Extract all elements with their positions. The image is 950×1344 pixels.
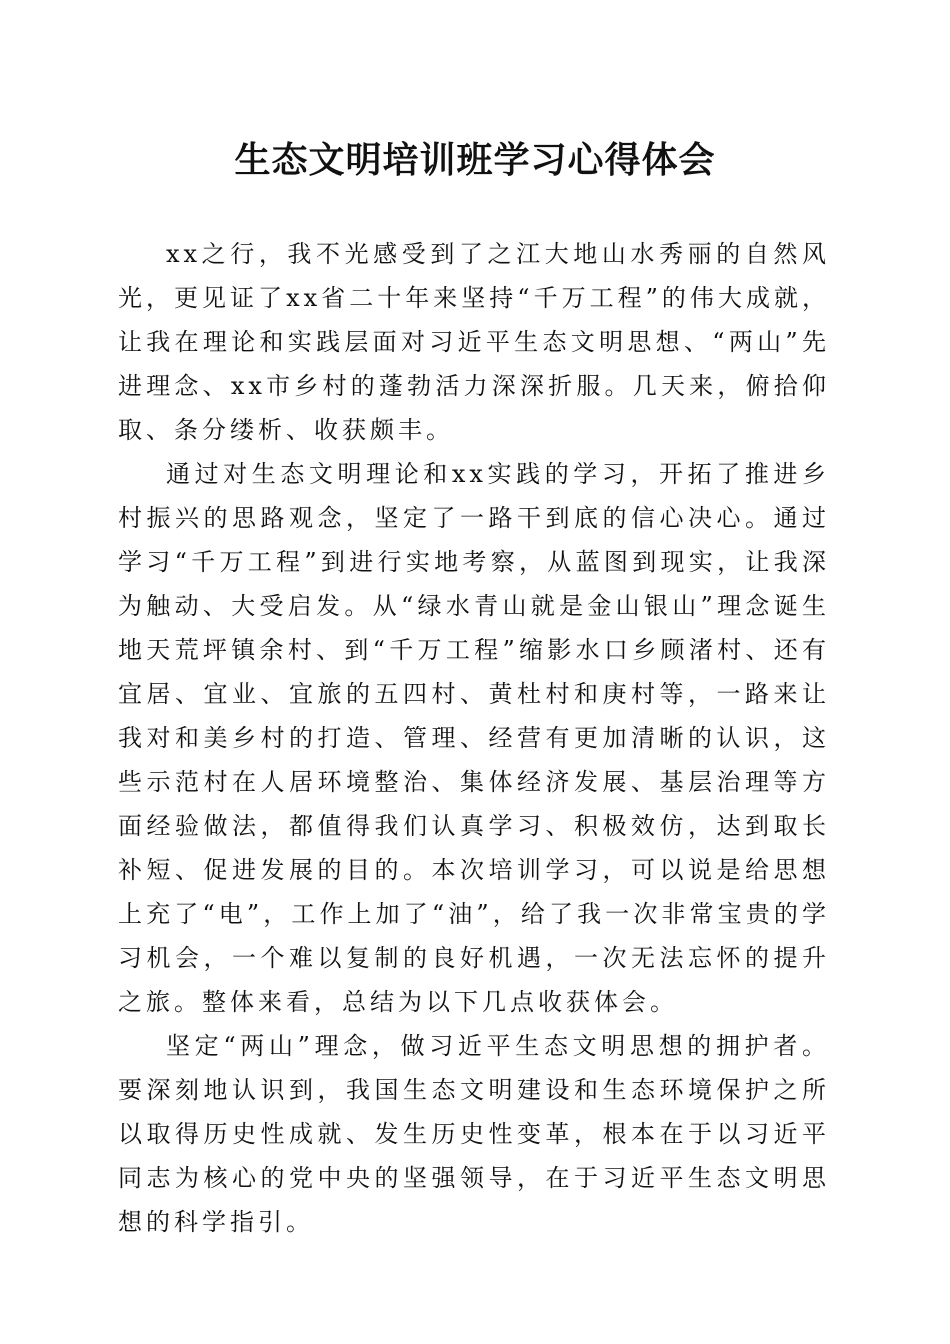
paragraph-3: 坚定“两山”理念，做习近平生态文明思想的拥护者。要深刻地认识到，我国生态文明建设和生态环境保护之所以取得历史性成就、发生历史性变革，根本在于以习近平同志为核心的党中央的坚强领导，在于习近平生态文明思想的科学指引。 — [118, 1032, 830, 1236]
document-body — [118, 232, 830, 1244]
paragraph-1: xx之行，我不光感受到了之江大地山水秀丽的自然风光，更见证了xx省二十年来坚持“千万工程”的伟大成就，让我在理论和实践层面对习近平生态文明思想、“两山”先进理念、xx市乡村的蓬勃活力深深折服。几天来，俯拾仰取、条分缕析、收获颇丰。 — [118, 240, 830, 444]
paragraph-2: 通过对生态文明理论和xx实践的学习，开拓了推进乡村振兴的思路观念，坚定了一路干到底的信心决心。通过学习“千万工程”到进行实地考察，从蓝图到现实，让我深为触动、大受启发。从“绿水青山就是金山银山”理念诞生地天荒坪镇余村、到“千万工程”缩影水口乡顾渚村、还有宜居、宜业、宜旅的五四村、黄杜村和庚村等，一路来让我对和美乡村的打造、管理、经营有更加清晰的认识，这些示范村在人居环境整治、集体经济发展、基层治理等方面经验做法，都值得我们认真学习、积极效仿，达到取长补短、促进发展的目的。本次培训学习，可以说是给思想上充了“电”，工作上加了“油”，给了我一次非常宝贵的学习机会，一个难以复制的良好机遇，一次无法忘怀的提升之旅。整体来看，总结为以下几点收获体会。 — [118, 460, 830, 1016]
document-title: 生态文明培训班学习心得体会 — [234, 139, 716, 181]
